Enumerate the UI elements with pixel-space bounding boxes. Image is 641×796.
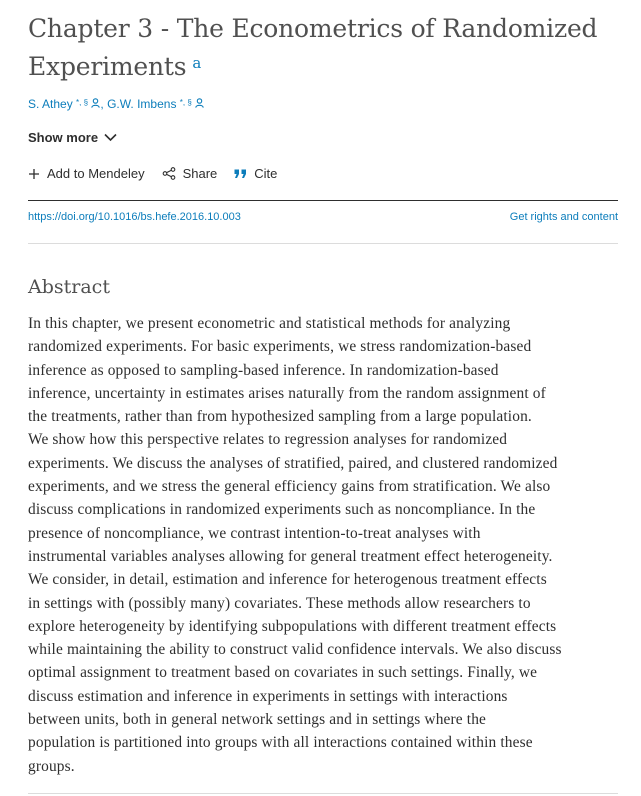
abstract-divider <box>28 793 618 794</box>
abstract-line: while maintaining the ability to construct valid confidence intervals. We also discuss <box>28 641 562 659</box>
abstract-line: instrumental variables analyses allowing for general treatment effect heterogeneity. <box>28 547 553 565</box>
abstract-line: In this chapter, we present econometric and statistical methods for analyzing <box>28 315 511 332</box>
doi-link[interactable]: https://doi.org/10.1016/bs.hefe.2016.10.003 <box>28 211 241 223</box>
abstract-line: in settings with (possibly many) covariates. These methods allow researchers to <box>28 594 531 612</box>
show-more-label: Show more <box>28 130 99 145</box>
abstract-heading: Abstract <box>28 276 110 298</box>
abstract-line: discuss complications in randomized experiments such as noncompliance. In the <box>28 501 536 519</box>
abstract-line: inference as opposed to sampling-based inference. In randomization-based <box>28 361 499 379</box>
abstract-line: presence of noncompliance, we contrast intention-to-treat analyses with <box>28 524 481 542</box>
abstract-line: We show how this perspective relates to regression analyses for randomized <box>28 431 508 449</box>
abstract-line: population is partitioned into groups with all interactions contained within these <box>28 734 533 752</box>
abstract-line: explore heterogeneity by identifying subpopulations with different treatment effects <box>28 617 557 635</box>
doi-divider <box>28 243 618 244</box>
chevron-down-icon <box>104 133 117 142</box>
abstract-line: the treatments, rather than from hypothesized sampling from a large population. <box>28 408 532 426</box>
title-line-1: Chapter 3 - The Econometrics of Randomized <box>28 14 598 43</box>
abstract-line: optimal assignment to treatment based on covariates in such settings. Finally, we <box>28 664 538 682</box>
author-list <box>28 97 204 111</box>
show-more-button[interactable] <box>28 130 117 145</box>
share-label: Share <box>182 166 218 181</box>
article-actions <box>28 166 294 181</box>
abstract-line: between units, both in general network settings and in settings where the <box>28 711 487 729</box>
share-icon <box>162 167 176 180</box>
author-separator: , <box>100 97 104 111</box>
header-divider <box>28 200 618 201</box>
abstract-line: We consider, in detail, estimation and inference for heterogenous treatment effects <box>28 571 547 589</box>
add-to-mendeley-button[interactable] <box>28 166 145 181</box>
abstract-line: experiments, and we stress the general efficiency gains from stratification. We also <box>28 478 551 496</box>
author-marks-athey[interactable]: *, § <box>76 98 89 107</box>
add-to-mendeley-label: Add to Mendeley <box>47 166 145 181</box>
author-link-athey[interactable]: S. Athey <box>28 97 73 111</box>
person-icon[interactable] <box>91 98 100 108</box>
abstract-text <box>28 312 628 778</box>
plus-icon <box>28 168 40 180</box>
author-link-imbens[interactable]: G.W. Imbens <box>107 97 177 111</box>
title-line-2: Experiments <box>28 52 187 81</box>
author-marks-imbens[interactable]: *, § <box>179 98 192 107</box>
abstract-line: discuss estimation and inference in experiments in settings with interactions <box>28 687 508 705</box>
get-rights-link[interactable]: Get rights and content <box>509 211 618 223</box>
person-icon[interactable] <box>195 98 204 108</box>
share-button[interactable] <box>162 166 218 181</box>
article-title <box>28 10 618 86</box>
abstract-line: experiments. We discuss the analyses of stratified, paired, and clustered randomized <box>28 454 558 472</box>
abstract-line: inference, uncertainty in estimates arises naturally from the random assignment of <box>28 384 546 402</box>
cite-label: Cite <box>254 166 278 181</box>
title-footnote-link[interactable]: a <box>192 54 202 72</box>
cite-button[interactable] <box>234 166 277 181</box>
abstract-line: groups. <box>28 757 75 775</box>
abstract-line: randomized experiments. For basic experiments, we stress randomization-based <box>28 338 532 356</box>
quote-icon <box>234 169 247 179</box>
